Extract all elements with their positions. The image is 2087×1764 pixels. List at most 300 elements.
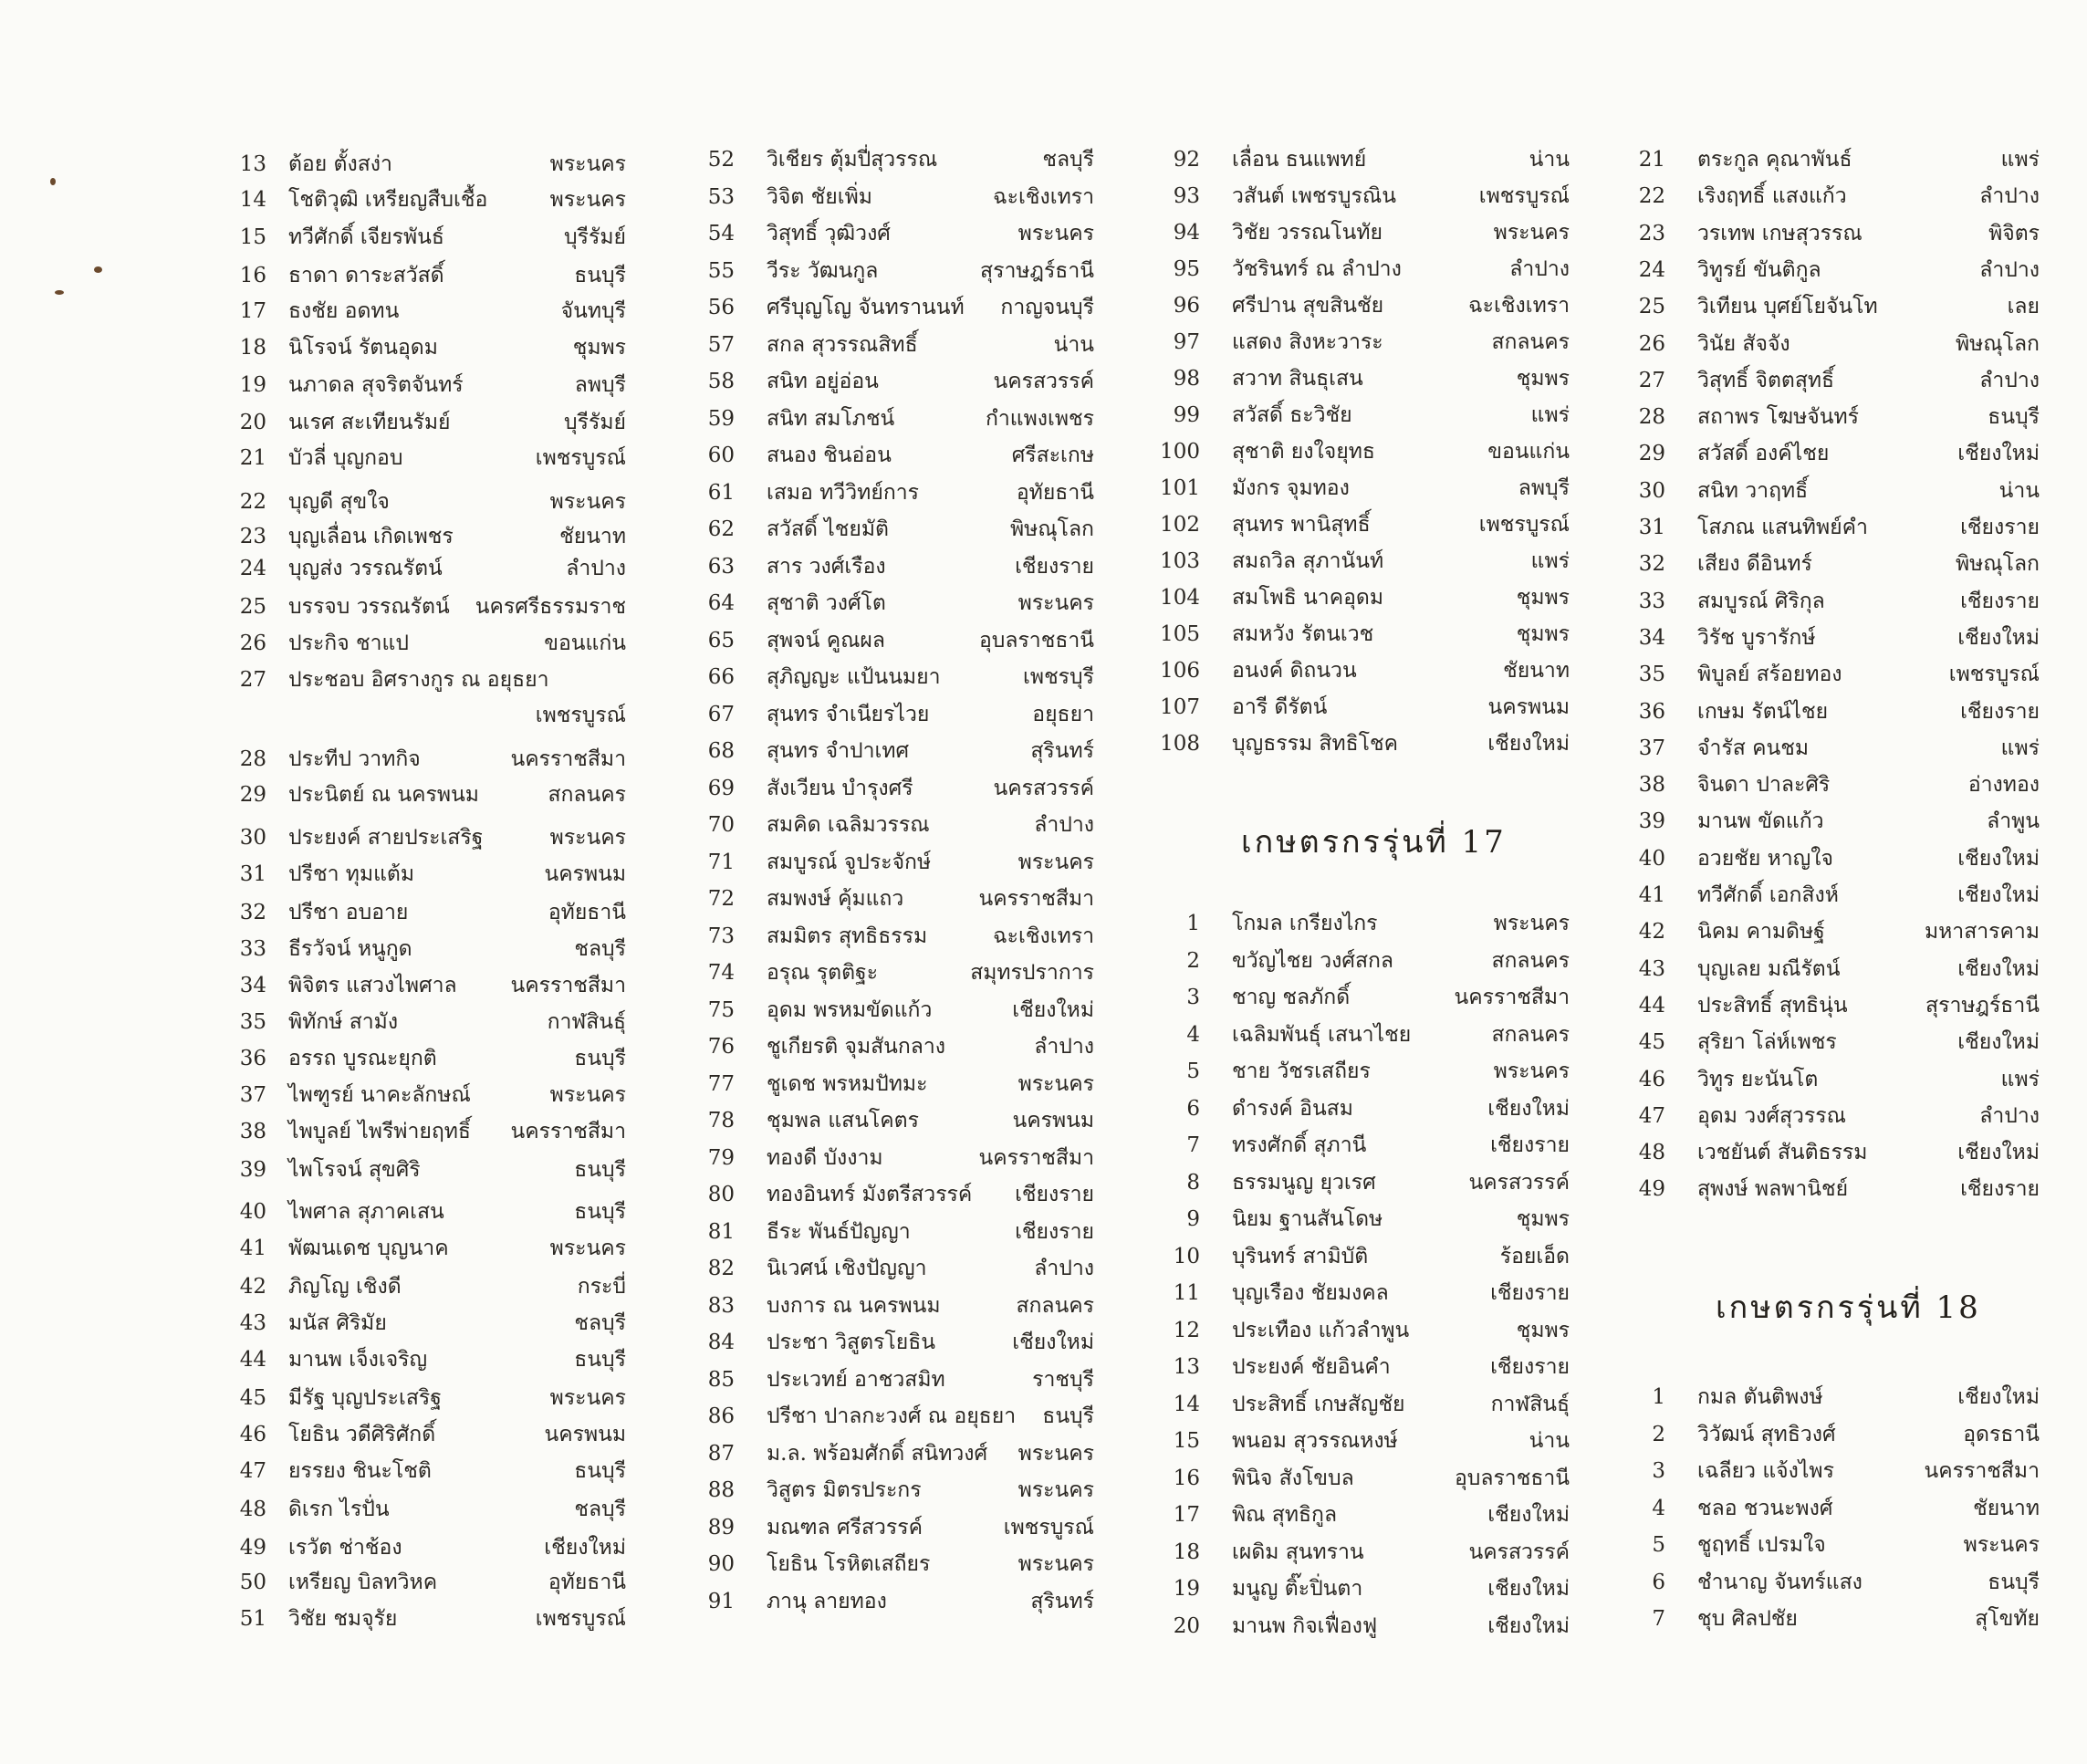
province: พระนคร <box>549 490 626 514</box>
member-name: เสมอ ทวีวิทย์การ <box>767 481 920 505</box>
list-row <box>689 511 1122 548</box>
list-row <box>1154 1349 1597 1385</box>
member-name: มณฑล ศรีสวรรค์ <box>767 1516 923 1540</box>
list-row <box>221 1113 653 1150</box>
list-row <box>689 1102 1122 1139</box>
row-number: 37 <box>1638 736 1665 760</box>
list-row <box>689 1472 1122 1508</box>
member-name: อุดม พรหมขัดแก้ว <box>767 998 933 1022</box>
row-number: 7 <box>1186 1133 1200 1157</box>
list-row <box>1620 1564 2067 1601</box>
list-row <box>689 918 1122 955</box>
member-name: ชูเกียรติ จุมสันกลาง <box>767 1035 946 1059</box>
row-number: 6 <box>1652 1571 1665 1594</box>
member-name: ดำรงค์ อินสม <box>1232 1097 1353 1121</box>
member-name: สมโพธิ นาคอุดม <box>1232 586 1383 610</box>
member-name: วิวัฒน์ สุทธิวงศ์ <box>1697 1423 1836 1446</box>
province: สกลนคร <box>548 783 626 807</box>
member-name: อรรถ บูรณะยุกติ <box>288 1047 437 1070</box>
member-name: บุรินทร์ สามิบัติ <box>1232 1245 1369 1268</box>
list-row <box>1154 1608 1597 1644</box>
row-number: 69 <box>707 777 735 800</box>
list-row <box>221 257 653 294</box>
list-row <box>1154 1534 1597 1571</box>
row-number: 35 <box>239 1010 266 1034</box>
member-name: ทองดี บังงาม <box>767 1146 883 1170</box>
list-row <box>221 741 653 778</box>
province: ฉะเชิงเทรา <box>992 185 1094 209</box>
list-row <box>221 662 653 698</box>
province: ธนบุรี <box>1988 405 2040 429</box>
member-name: ขวัญไชย วงศ์สกล <box>1232 949 1394 973</box>
row-number: 31 <box>239 862 266 886</box>
row-number: 22 <box>239 490 266 514</box>
row-number: 97 <box>1173 330 1200 354</box>
list-row <box>689 770 1122 807</box>
province: นครราชสีมา <box>978 887 1094 911</box>
row-number: 80 <box>707 1183 735 1206</box>
province: พระนคร <box>1017 1552 1094 1576</box>
member-name: อวยชัย หาญใจ <box>1697 847 1833 871</box>
province: ชุมพร <box>572 336 626 360</box>
row-number: 14 <box>1173 1393 1200 1416</box>
row-number: 4 <box>1186 1023 1200 1047</box>
member-name: ตระกูล คุณาพันธ์ <box>1697 148 1852 172</box>
list-row <box>221 367 653 403</box>
row-number: 88 <box>707 1478 735 1502</box>
list-row <box>221 894 653 931</box>
province: เชียงใหม่ <box>1012 998 1094 1022</box>
list-row <box>1154 1423 1597 1459</box>
list-row <box>1154 1238 1597 1275</box>
member-name: สุชาติ วงศ์โต <box>767 591 886 615</box>
province: เพชรบูรณ์ <box>535 446 626 470</box>
list-row <box>689 844 1122 881</box>
member-name: วิสุทธิ์ จิตตสุทธิ์ <box>1697 369 1835 392</box>
province: เชียงราย <box>1960 1177 2040 1201</box>
member-name: ทวีศักดิ์ เอกสิงห์ <box>1697 883 1839 907</box>
row-number: 53 <box>707 185 735 209</box>
list-row <box>1620 1379 2067 1415</box>
province: สกลนคร <box>1491 1023 1570 1047</box>
member-name: ประยงค์ ชัยอินคำ <box>1232 1355 1391 1379</box>
list-row <box>1154 579 1597 616</box>
member-name: บุญเลื่อน เกิดเพชร <box>288 525 454 548</box>
row-number: 105 <box>1160 622 1200 646</box>
member-name: มานพ กิจเฟื่องฟู <box>1232 1614 1378 1638</box>
member-name: ธีรวัจน์ หนูกูด <box>288 937 412 961</box>
list-row <box>1154 1460 1597 1497</box>
province: บุรีรัมย์ <box>564 225 626 249</box>
list-row <box>221 1529 653 1566</box>
province: ศรีสะเกษ <box>1011 444 1094 467</box>
province: น่าน <box>1053 333 1094 357</box>
member-name: มานพ เจ็งเจริญ <box>288 1348 428 1372</box>
province: เชียงราย <box>1490 1133 1570 1157</box>
province: พระนคร <box>1017 1478 1094 1502</box>
member-name: ศรีปาน สุขสินชัย <box>1232 294 1384 318</box>
province: นครราชสีมา <box>510 1120 626 1143</box>
province: เพชรบูรณ์ <box>535 1607 626 1631</box>
member-name: ประยงค์ สายประเสริฐ <box>288 826 484 850</box>
row-number: 55 <box>707 259 735 283</box>
list-row <box>221 819 653 856</box>
province: ธนบุรี <box>1988 1571 2040 1594</box>
row-number: 18 <box>1173 1540 1200 1564</box>
province: เพชรบูรณ์ <box>535 704 626 727</box>
member-name: วัชรินทร์ ณ ลำปาง <box>1232 257 1402 281</box>
list-row <box>1620 840 2067 877</box>
province: ชลบุรี <box>574 1498 626 1521</box>
row-number: 25 <box>1638 295 1665 318</box>
list-row <box>1620 987 2067 1024</box>
member-name: สวัสดิ์ องค์ไชย <box>1697 442 1830 465</box>
member-name: เสียง ดีอินทร์ <box>1697 552 1812 576</box>
province: ชลบุรี <box>574 1311 626 1335</box>
member-name: ต้อย ตั้งสง่า <box>288 152 392 176</box>
province: เพชรบูรณ์ <box>1948 663 2040 686</box>
member-name: ชาญ ชลภักดิ์ <box>1232 986 1351 1009</box>
province: เชียงราย <box>1015 1183 1094 1206</box>
row-number: 5 <box>1186 1059 1200 1083</box>
province: กาฬสินธุ์ <box>547 1010 626 1034</box>
list-row <box>1154 652 1597 689</box>
row-number: 48 <box>239 1498 266 1521</box>
province: อุทัยธานี <box>548 1571 626 1594</box>
list-row <box>1154 725 1597 762</box>
list-row <box>1620 694 2067 730</box>
row-number: 96 <box>1173 294 1200 318</box>
member-name: สุนทร จำเนียรไวย <box>767 703 930 726</box>
list-row <box>689 141 1122 178</box>
row-number: 16 <box>1173 1467 1200 1490</box>
list-row <box>689 659 1122 695</box>
province: เชียงใหม่ <box>1012 1331 1094 1354</box>
member-name: เผดิม สุนทราน <box>1232 1540 1364 1564</box>
row-number: 41 <box>239 1237 266 1260</box>
row-number: 21 <box>239 446 266 470</box>
row-number: 74 <box>707 961 735 985</box>
list-row <box>689 733 1122 769</box>
row-number: 24 <box>239 557 266 580</box>
member-name: ไพศาล สุภาคเสน <box>288 1200 444 1224</box>
province: ลำปาง <box>1034 1035 1094 1059</box>
member-name: พนอม สุวรรณหงษ์ <box>1232 1429 1398 1453</box>
member-name: บงการ ณ นครพนม <box>767 1294 941 1318</box>
province: อุบลราชธานี <box>1454 1467 1570 1490</box>
list-row <box>689 881 1122 917</box>
row-number: 57 <box>707 333 735 357</box>
row-number: 11 <box>1173 1281 1200 1305</box>
province: พระนคร <box>1493 221 1570 245</box>
member-name: สมคิด เฉลิมวรรณ <box>767 813 930 837</box>
member-name: มานพ ขัดแก้ว <box>1697 809 1824 833</box>
list-row <box>689 1546 1122 1582</box>
province: ลพบุรี <box>1518 476 1570 500</box>
province: สุราษฎร์ธานี <box>980 259 1094 283</box>
province: เพชรบูรณ์ <box>1003 1516 1094 1540</box>
row-number: 33 <box>1638 590 1665 613</box>
list-row <box>1620 252 2067 288</box>
row-number: 27 <box>239 668 266 692</box>
list-row <box>1154 943 1597 979</box>
row-number: 20 <box>1173 1614 1200 1638</box>
list-row <box>221 777 653 813</box>
row-number: 104 <box>1160 586 1200 610</box>
row-number: 41 <box>1638 883 1665 907</box>
paper-speck <box>55 290 64 295</box>
list-row <box>1154 141 1597 178</box>
province: เชียงราย <box>1015 1220 1094 1244</box>
list-row <box>1154 287 1597 324</box>
list-row <box>1620 399 2067 435</box>
province: ลพบุรี <box>574 373 626 397</box>
row-number: 22 <box>1638 184 1665 208</box>
list-row <box>221 1077 653 1113</box>
province: อุทัยธานี <box>548 901 626 924</box>
member-name: บุญส่ง วรรณรัตน์ <box>288 557 443 580</box>
member-name: ประทีป วาทกิจ <box>288 747 421 771</box>
member-name: วิชัย ชมจุรัย <box>288 1607 398 1631</box>
member-name: ประสิทธิ์ สุทธินุ่น <box>1697 994 1848 1018</box>
list-row <box>689 327 1122 363</box>
list-row <box>221 1416 653 1453</box>
list-row <box>1154 689 1597 725</box>
province: พระนคร <box>1493 1059 1570 1083</box>
province: เชียงราย <box>1490 1281 1570 1305</box>
row-number: 34 <box>1638 626 1665 650</box>
row-number: 67 <box>707 703 735 726</box>
member-name: เลื่อน ธนแพทย์ <box>1232 148 1367 172</box>
member-name: ไพบูลย์ ไพรีพ่ายฤทธิ์ <box>288 1120 471 1143</box>
list-row <box>221 1004 653 1040</box>
list-row <box>689 1288 1122 1324</box>
list-row <box>689 548 1122 585</box>
row-number: 20 <box>239 411 266 434</box>
list-row <box>689 955 1122 991</box>
list-row <box>221 967 653 1004</box>
province: ฉะเชิงเทรา <box>992 924 1094 948</box>
list-row <box>221 404 653 441</box>
list-row <box>1620 767 2067 803</box>
province: พระนคร <box>549 1386 626 1410</box>
list-row <box>1620 215 2067 252</box>
province: น่าน <box>1998 479 2040 503</box>
province: สุราษฎร์ธานี <box>1925 994 2040 1018</box>
province: เพชรบูรณ์ <box>1478 184 1570 208</box>
row-number: 2 <box>1186 949 1200 973</box>
list-row <box>1620 141 2067 178</box>
province: นครพนม <box>544 1423 626 1446</box>
province: สมุทรปราการ <box>970 961 1094 985</box>
list-row <box>221 1491 653 1528</box>
member-name: สุพจน์ คูณผล <box>767 629 886 652</box>
member-name: ปรีชา อบอาย <box>288 901 409 924</box>
member-name: ชำนาญ จันทร์แสง <box>1697 1571 1863 1594</box>
row-number: 63 <box>707 555 735 579</box>
member-name: สังเวียน บำรุงศรี <box>767 777 913 800</box>
member-name: วีระ วัฒนกูล <box>767 259 879 283</box>
province: นครสวรรค์ <box>993 777 1094 800</box>
province: เชียงใหม่ <box>1487 1503 1570 1527</box>
member-name: ภานุ ลายทอง <box>767 1590 887 1613</box>
row-number: 38 <box>1638 773 1665 797</box>
list-row <box>689 179 1122 215</box>
member-name: เฉลียว แจ้งไพร <box>1697 1459 1834 1483</box>
province: ชัยนาท <box>559 525 626 548</box>
member-name: สมบูรณ์ ศิริกุล <box>1697 590 1825 613</box>
member-name: ไพฑูรย์ นาคะลักษณ์ <box>288 1083 471 1107</box>
province: เชียงราย <box>1490 1355 1570 1379</box>
paper-speck <box>94 266 102 273</box>
row-number: 19 <box>1173 1577 1200 1601</box>
row-number: 39 <box>239 1158 266 1182</box>
list-row <box>1620 1416 2067 1453</box>
row-number: 45 <box>239 1386 266 1410</box>
member-name: ธรรมนูญ ยุวเรศ <box>1232 1171 1376 1195</box>
row-number: 36 <box>239 1047 266 1070</box>
province: ลำปาง <box>1979 258 2040 282</box>
row-number: 65 <box>707 629 735 652</box>
list-row <box>221 1601 653 1637</box>
member-name: ทองอินทร์ มังตรีสวรรค์ <box>767 1183 973 1206</box>
row-number: 58 <box>707 370 735 393</box>
member-name: วิเชียร ตุ้มปี่สุวรรณ <box>767 148 938 172</box>
list-row <box>221 1341 653 1378</box>
row-number: 107 <box>1160 695 1200 719</box>
province: เชียงใหม่ <box>1487 1614 1570 1638</box>
row-number: 45 <box>1638 1030 1665 1054</box>
list-row <box>221 1453 653 1489</box>
list-row <box>1620 656 2067 693</box>
list-row <box>1154 1017 1597 1053</box>
row-number: 8 <box>1186 1171 1200 1195</box>
list-row <box>689 437 1122 474</box>
row-number: 35 <box>1638 663 1665 686</box>
row-number: 59 <box>707 407 735 431</box>
row-number: 6 <box>1186 1097 1200 1121</box>
member-name: โชติวุฒิ เหรียญสืบเชื้อ <box>288 188 488 212</box>
row-number: 25 <box>239 595 266 619</box>
member-name: สมถวิล สุภานันท์ <box>1232 549 1384 573</box>
list-row <box>221 697 653 734</box>
list-row <box>1620 326 2067 362</box>
row-number: 42 <box>239 1275 266 1299</box>
province: เชียงใหม่ <box>1957 442 2040 465</box>
list-row <box>1154 1497 1597 1533</box>
province: นครสวรรค์ <box>1468 1540 1570 1564</box>
list-row <box>1154 251 1597 287</box>
list-row <box>689 622 1122 659</box>
member-name: บุญธรรม สิทธิโชค <box>1232 732 1399 756</box>
member-name: มังกร จุมทอง <box>1232 476 1350 500</box>
list-row <box>221 293 653 329</box>
province: สกลนคร <box>1491 330 1570 354</box>
province: อุดรธานี <box>1963 1423 2040 1446</box>
row-number: 16 <box>239 264 266 287</box>
row-number: 78 <box>707 1109 735 1133</box>
province: พระนคร <box>549 188 626 212</box>
list-row <box>689 1140 1122 1176</box>
member-name: ชุมพล แสนโคตร <box>767 1109 919 1133</box>
province: สุรินทร์ <box>1030 1590 1094 1613</box>
member-name: บุญเรือง ชัยมงคล <box>1232 1281 1389 1305</box>
row-number: 3 <box>1652 1459 1665 1483</box>
row-number: 93 <box>1173 184 1200 208</box>
row-number: 46 <box>1638 1068 1665 1091</box>
list-row <box>1620 1098 2067 1134</box>
row-number: 30 <box>239 826 266 850</box>
list-row <box>221 1268 653 1305</box>
row-number: 44 <box>239 1348 266 1372</box>
row-number: 85 <box>707 1368 735 1392</box>
member-name: ประชา วิสูตรโยธิน <box>767 1331 935 1354</box>
member-name: สวาท สินธุเสน <box>1232 367 1363 391</box>
list-row <box>1620 178 2067 214</box>
row-number: 1 <box>1652 1385 1665 1409</box>
row-number: 15 <box>239 225 266 249</box>
list-row <box>1620 546 2067 582</box>
row-number: 21 <box>1638 148 1665 172</box>
list-row <box>1154 214 1597 251</box>
list-row <box>689 1583 1122 1620</box>
row-number: 9 <box>1186 1207 1200 1231</box>
list-row <box>1154 1164 1597 1201</box>
member-name: ประนิตย์ ณ นครพนม <box>288 783 479 807</box>
list-row <box>221 625 653 662</box>
list-row <box>221 1152 653 1188</box>
list-row <box>1620 913 2067 950</box>
list-row <box>1154 1312 1597 1349</box>
row-number: 23 <box>239 525 266 548</box>
row-number: 73 <box>707 924 735 948</box>
list-row <box>221 856 653 892</box>
member-name: ชูฤทธิ์ เปรมใจ <box>1697 1533 1826 1557</box>
member-name: โกมล เกรียงไกร <box>1232 912 1378 935</box>
province: นครพนม <box>544 862 626 886</box>
province: เชียงใหม่ <box>1957 957 2040 981</box>
member-name: ชุบ ศิลปชัย <box>1697 1607 1798 1631</box>
member-name: สมบูรณ์ จูประจักษ์ <box>767 851 932 874</box>
province: พระนคร <box>1017 591 1094 615</box>
province: ชลบุรี <box>1042 148 1094 172</box>
member-name: ประเวทย์ อาชวสมิท <box>767 1368 945 1392</box>
member-name: จินดา ปาละศิริ <box>1697 773 1831 797</box>
province: เชียงใหม่ <box>1487 1577 1570 1601</box>
list-row <box>1620 1601 2067 1637</box>
member-name: อารี ดีรัตน์ <box>1232 695 1328 719</box>
member-name: สมพงษ์ คุ้มแถว <box>767 887 904 911</box>
member-name: ประกิจ ชาแป <box>288 631 409 655</box>
row-number: 1 <box>1186 912 1200 935</box>
row-number: 17 <box>1173 1503 1200 1527</box>
member-name: เรวัต ช่าช้อง <box>288 1536 402 1560</box>
member-name: ศรีบุญโญ จันทรานนท์ <box>767 296 965 319</box>
province: นครราชสีมา <box>1454 986 1570 1009</box>
row-number: 44 <box>1638 994 1665 1018</box>
member-name: สวัสดิ์ ธะวิชัย <box>1232 403 1352 427</box>
province: นครราชสีมา <box>978 1146 1094 1170</box>
row-number: 24 <box>1638 258 1665 282</box>
list-row <box>1154 543 1597 579</box>
row-number: 37 <box>239 1083 266 1107</box>
row-number: 72 <box>707 887 735 911</box>
province: พิษณุโลก <box>1955 332 2040 356</box>
list-row <box>689 289 1122 326</box>
member-name: ธีระ พันธ์ปัญญา <box>767 1220 911 1244</box>
row-number: 64 <box>707 591 735 615</box>
province: น่าน <box>1529 148 1570 172</box>
